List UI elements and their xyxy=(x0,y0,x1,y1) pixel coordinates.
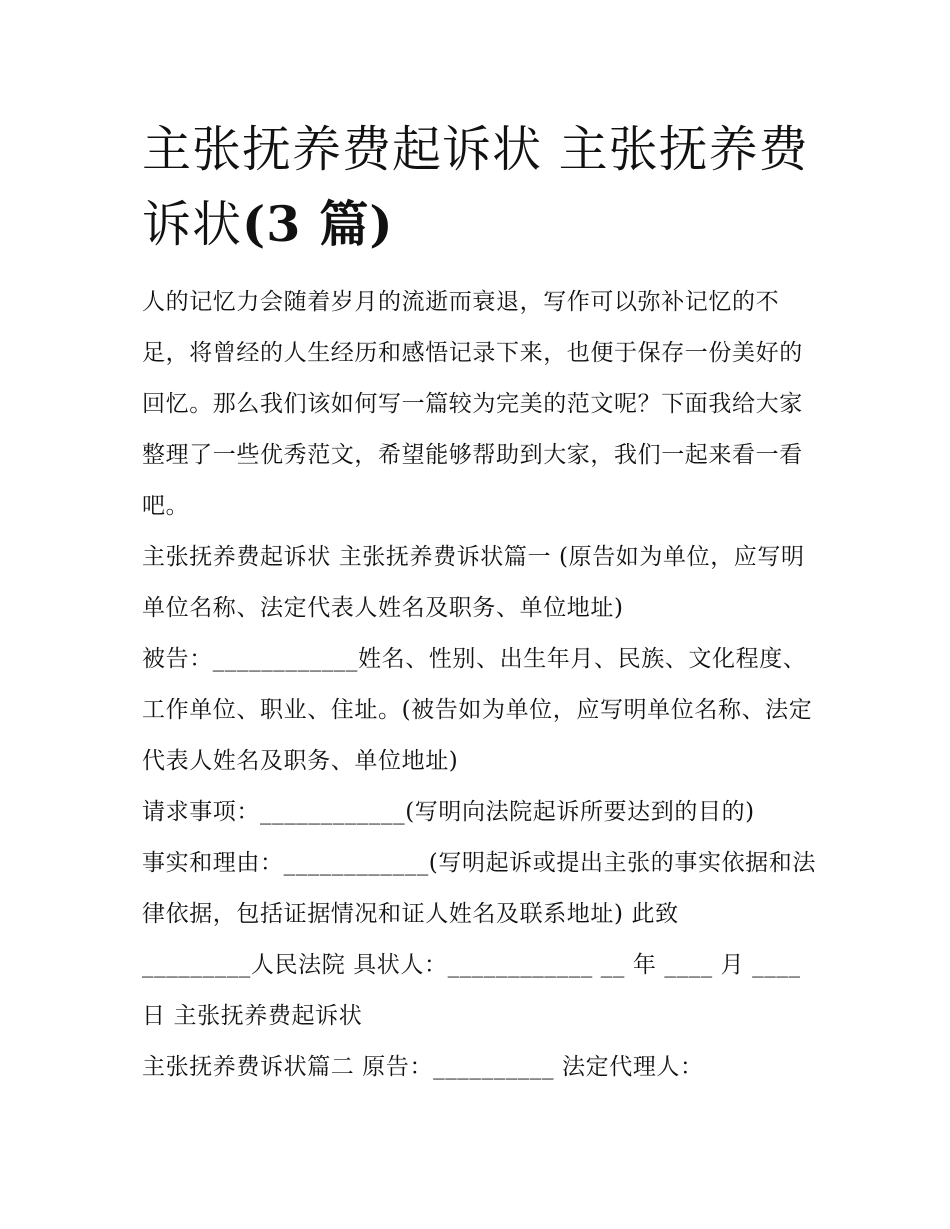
court-signature-paragraph: _________人民法院 具状人：____________ __ 年 ____ 月 ____ 日 主张抚养费起诉状 xyxy=(142,952,801,1029)
title-main-text: 主张抚养费起诉状 主张抚养费诉状 xyxy=(142,121,809,253)
section-one-heading-paragraph: 主张抚养费起诉状 主张抚养费诉状篇一 (原告如为单位，应写明单位名称、法定代表人姓名及职务、单位地址) xyxy=(142,544,805,621)
section-two-paragraph: 主张抚养费诉状篇二 原告：__________ 法定代理人： xyxy=(142,1054,704,1080)
title-suffix-text: (3 篇) xyxy=(242,195,394,253)
claims-paragraph: 请求事项：____________(写明向法院起诉所要达到的目的) xyxy=(142,799,755,825)
document-title xyxy=(142,112,822,262)
defendant-paragraph: 被告：____________姓名、性别、出生年月、民族、文化程度、工作单位、职业、住址。(被告如为单位，应写明单位名称、法定代表人姓名及职务、单位地址) xyxy=(142,646,813,774)
facts-reasons-paragraph: 事实和理由：____________(写明起诉或提出主张的事实依据和法律依据，包括证据情况和证人姓名及联系地址) 此致 xyxy=(142,850,816,927)
document-body xyxy=(142,277,817,1093)
intro-paragraph: 人的记忆力会随着岁月的流逝而衰退，写作可以弥补记忆的不足，将曾经的人生经历和感悟记录下来，也便于保存一份美好的回忆。那么我们该如何写一篇较为完美的范文呢？下面我给大家整理了一些优秀范文，希望能够帮助到大家，我们一起来看一看吧。 xyxy=(142,289,803,519)
